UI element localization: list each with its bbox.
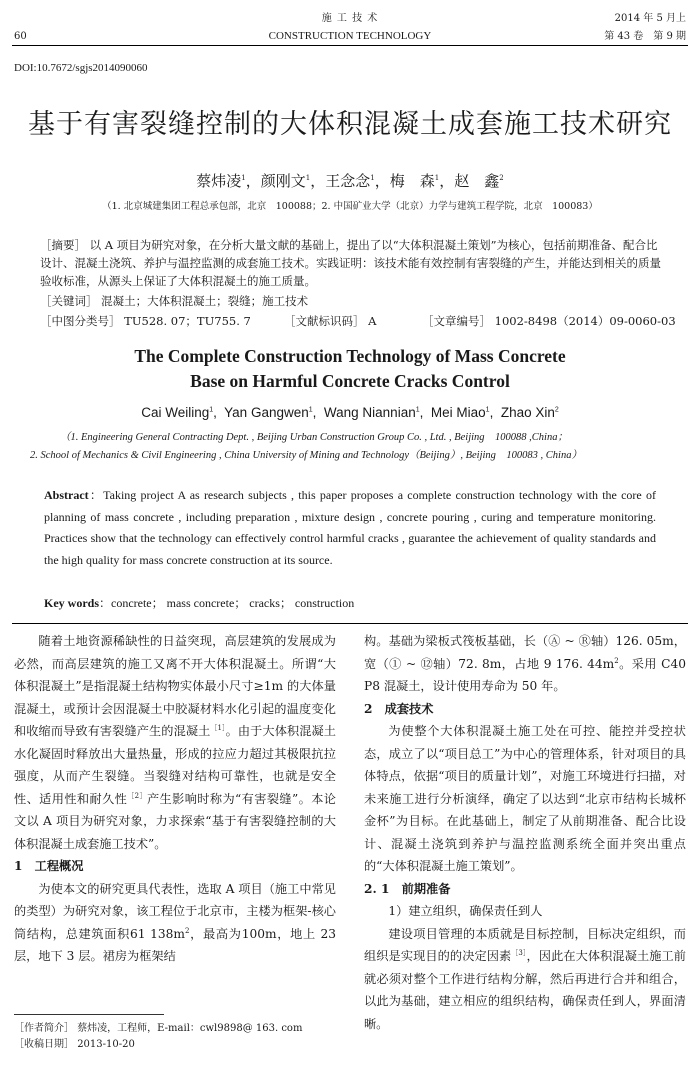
title-en-line1: The Complete Construction Technology of Mass Concrete	[134, 346, 566, 366]
section-heading: 2 成套技术	[364, 701, 434, 716]
section-heading: 1 工程概况	[14, 859, 84, 873]
header-rule	[12, 45, 688, 46]
issue-date: 2014 年 5 月上	[614, 13, 686, 24]
section-divider	[12, 623, 688, 624]
keywords-cn-text: 混凝土；大体积混凝土；裂缝；施工技术	[101, 294, 309, 308]
affiliation-en-line2: 2. School of Mechanics & Civil Engineering , China University of Mining and Technology（Beijing）, Beijing 100083 , China）	[30, 450, 582, 461]
doc-code-label: ［文献标识码］	[284, 314, 365, 328]
abstract-en-label: Abstract	[44, 488, 89, 502]
author-cn: 颜刚文	[260, 172, 306, 190]
footnote-author-label: ［作者简介］	[14, 1023, 74, 1034]
abstract-en-text: ：Taking project A as research subjects , this paper proposes a complete construction technology with the core of planning of mass concrete , including preparation , mixture design , concrete pouring , curing and temperature monitoring. Practices show that the technology can effectively control harmful cracks , guarantee the achievement of quality standards and the high quality for mass concrete construction at its source.	[44, 488, 656, 567]
affiliation-cn: （1. 北京城建集团工程总承包部，北京 100088；2. 中国矿业大学（北京）力学与建筑工程学院，北京 100083）	[102, 201, 598, 212]
title-cn: 基于有害裂缝控制的大体积混凝土成套施工技术研究	[28, 109, 672, 140]
authors-en: Cai Weiling$^1$, Yan Gangwen$^1$, Wang Niannian$^1$, Mei Miao$^1$, Zhao Xin$^2$	[141, 405, 559, 420]
doc-code-value: A	[368, 314, 377, 328]
author-en: Zhao Xin	[500, 405, 555, 420]
author-cn: 梅 森	[389, 172, 435, 190]
abstract-cn-text: 以 A 项目为研究对象，在分析大量文献的基础上，提出了以“大体积混凝土策划”为核心，包括前期准备、配合比设计、混凝土浇筑、养护与温控监测的成套施工技术。实践证明：该技术能有效控制有害裂缝的产生，并能达到相关的质量验收标准，从源头上保证了大体积混凝土的施工质量。	[40, 238, 661, 288]
keywords-cn	[40, 292, 662, 310]
author-en: Wang Niannian	[323, 405, 416, 420]
article-number-value: 1002-8498（2014）09-0060-03	[494, 314, 676, 328]
footnote-rule	[14, 1014, 164, 1015]
author-en: Cai Weiling	[141, 405, 210, 420]
author-cn: 蔡炜凌	[196, 172, 242, 190]
footnote-author-text: 蔡炜凌，工程师，E-mail：cwl9898@ 163. com	[77, 1023, 303, 1034]
volume-issue: 第 43 卷 第 9 期	[604, 31, 686, 42]
page-number: 60	[14, 31, 27, 42]
article-number	[422, 312, 692, 330]
abstract-en	[44, 485, 656, 571]
affiliation-en-line1: （1. Engineering General Contracting Dept. , Beijing Urban Construction Group Co. , Ltd. , Beijing 100088 ,China；	[60, 432, 568, 443]
author-en: Mei Miao	[430, 405, 486, 420]
subsection-heading: 2. 1 前期准备	[364, 881, 451, 896]
keywords-en-text: ：concrete； mass concrete； cracks； construction	[99, 596, 355, 610]
title-en-line2: Base on Harmful Concrete Cracks Control	[190, 371, 510, 391]
continued-paragraph: 构。基础为梁板式筏板基础，长（Ⓐ ~ Ⓡ轴）126. 05m，宽（① ~ ⑫轴）72. 8m，占地 9 176. $44m^2$。采用 C40 P8 混凝土，设计使用寿命为 50 年。	[364, 634, 686, 693]
body-right-column	[364, 630, 686, 1035]
citation: ［2］	[127, 791, 147, 800]
keywords-en	[44, 593, 656, 615]
citation: ［3］	[511, 948, 527, 957]
organization-paragraph: 建设项目管理的本质就是目标控制，目标决定组织，而组织是实现目的的决定因素$^{[3]}$，因此在大体积混凝土施工前就必须对整个工作进行结构分解，然后再进行合并和组合，以此为基础，建立相应的组织结构，确保责任到人，界面清晰。	[364, 926, 686, 1031]
footnote-received-label: ［收稿日期］	[14, 1039, 74, 1050]
authors-cn: 蔡炜凌$^1$，颜刚文$^1$，王念念$^1$，梅 森$^1$，赵 鑫$^2$	[196, 172, 504, 190]
clc-label: ［中图分类号］	[40, 314, 121, 328]
author-cn: 赵 鑫	[454, 172, 500, 190]
abstract-cn	[40, 236, 662, 290]
author-cn: 王念念	[325, 172, 371, 190]
item-heading: 1）建立组织，确保责任到人	[388, 904, 543, 918]
technology-paragraph: 为使整个大体积混凝土施工处在可控、能控并受控状态，成立了以“项目总工”为中心的管理体系，针对项目的具体特点，依据“项目的质量计划”，对施工环境进行扫描，对未来施工进行分析演绎，确定了以达到“北京市结构长城杯金杯”为目标。在此基础上，制定了从前期准备、配合比设计、混凝土浇筑到养护与温控监测系统全面并突出重点的“大体积混凝土施工策划”。	[364, 724, 686, 873]
footnote-author	[14, 1022, 344, 1036]
intro-paragraph: 随着土地资源稀缺性的日益突现，高层建筑的发展成为必然，而高层建筑的施工又离不开大体积混凝土。所谓“大体积混凝土”是指混凝土结构物实体最小尺寸≥1m 的大体量混凝土，或预计会因混凝土中胶凝材料水化引起的温度变化和收缩而导致有害裂缝产生的混凝土$^{[1]}$。由于大体积混凝土水化凝固时释放出大量热量，形成的拉应力超过其极限抗拉强度，从而产生裂缝。当裂缝对结构可靠性，也就是安全性、适用性和耐久性$^{[2]}$产生影响时称为“有害裂缝”。本论文以 A 项目为研究对象，力求探索“基于有害裂缝控制的大体积混凝土成套施工技术”。	[14, 634, 336, 851]
clc-value: TU528. 07；TU755. 7	[124, 314, 251, 328]
journal-name-cn: 施 工 技 术	[321, 13, 379, 24]
keywords-cn-label: ［关键词］	[40, 294, 98, 308]
body-left-column	[14, 630, 336, 968]
abstract-cn-label: ［摘要］	[40, 238, 86, 252]
footnote-received	[14, 1038, 344, 1052]
author-en: Yan Gangwen	[224, 405, 309, 420]
article-number-label: ［文章编号］	[422, 314, 491, 328]
doi: DOI:10.7672/sgjs2014090060	[14, 62, 148, 74]
citation: ［1］	[210, 723, 226, 732]
keywords-en-label: Key words	[44, 596, 99, 610]
doc-code	[284, 312, 424, 330]
footnote-received-date: 2013-10-20	[77, 1039, 135, 1050]
overview-paragraph: 为使本文的研究更具代表性，选取 A 项目（施工中常见的类型）为研究对象，该工程位于北京市，主楼为框架-核心筒结构，总建筑面积61 $138m^2$，最高为100m，地上 23 层，地下 3 层。裙房为框架结	[14, 881, 336, 963]
journal-name-en: CONSTRUCTION TECHNOLOGY	[268, 30, 432, 42]
